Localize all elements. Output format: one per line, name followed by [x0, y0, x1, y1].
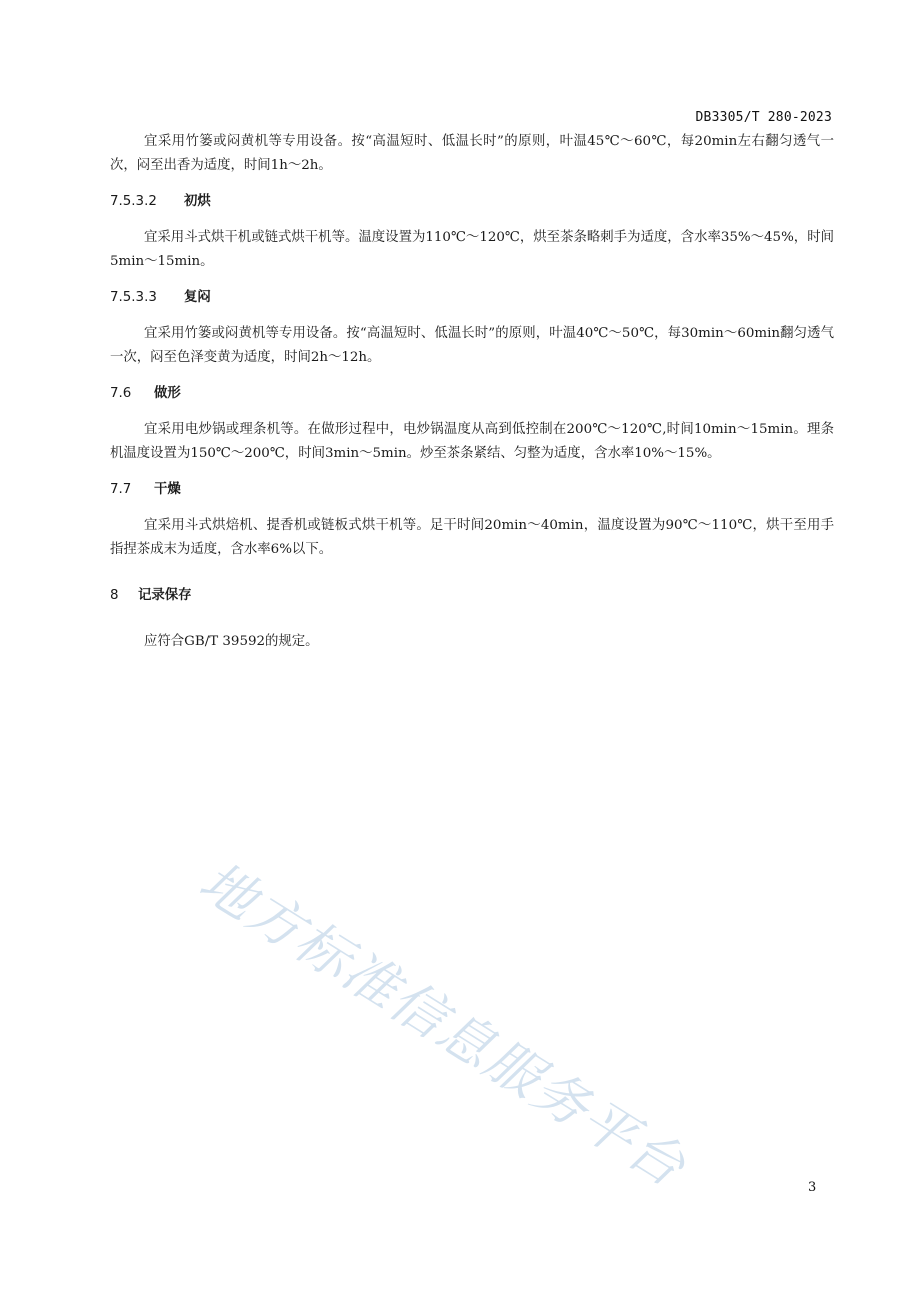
paragraph-7-5-3-3: 宜采用竹篓或闷黄机等专用设备。按“高温短时、低温长时”的原则，叶温40℃～50℃，每30min～60min翻匀透气一次，闷至色泽变黄为适度，时间2h～12h。: [110, 326, 834, 365]
heading-number: 7.7: [110, 482, 132, 497]
paragraph-7-7: 宜采用斗式烘焙机、提香机或链板式烘干机等。足干时间20min～40min，温度设置为90℃～110℃，烘干至用手指捏茶成末为适度，含水率6%以下。: [110, 518, 834, 557]
heading-number: 7.5.3.2: [110, 194, 157, 209]
heading-number: 7.6: [110, 386, 132, 401]
page-number: 3: [808, 1180, 817, 1195]
heading-8: [110, 584, 834, 608]
document-code: DB3305/T 280-2023: [695, 110, 832, 125]
heading-number: 8: [110, 588, 119, 603]
document-body: [110, 130, 834, 654]
heading-number: 7.5.3.3: [110, 290, 157, 305]
paragraph-7-6: 宜采用电炒锅或理条机等。在做形过程中，电炒锅温度从高到低控制在200℃～120℃,时间10min～15min。理条机温度设置为150℃～200℃，时间3min～5min。炒至茶条紧结、匀整为适度，含水率10%～15%。: [110, 422, 834, 461]
watermark-text: 地方标准信息服务平台: [188, 849, 698, 1200]
heading-7-6: [110, 382, 834, 406]
heading-title: 做形: [154, 386, 181, 401]
heading-7-5-3-3: [110, 286, 834, 310]
heading-title: 复闷: [184, 290, 211, 305]
heading-title: 干燥: [154, 482, 181, 497]
paragraph-7-5-3-2: 宜采用斗式烘干机或链式烘干机等。温度设置为110℃～120℃，烘至茶条略刺手为适度，含水率35%～45%，时间5min～15min。: [110, 230, 834, 269]
heading-title: 记录保存: [138, 588, 192, 603]
heading-title: 初烘: [184, 194, 211, 209]
heading-7-7: [110, 478, 834, 502]
paragraph-intro: 宜采用竹篓或闷黄机等专用设备。按“高温短时、低温长时”的原则，叶温45℃～60℃，每20min左右翻匀透气一次，闷至出香为适度，时间1h～2h。: [110, 134, 834, 173]
heading-7-5-3-2: [110, 190, 834, 214]
paragraph-8: 应符合GB/T 39592的规定。: [144, 634, 319, 649]
